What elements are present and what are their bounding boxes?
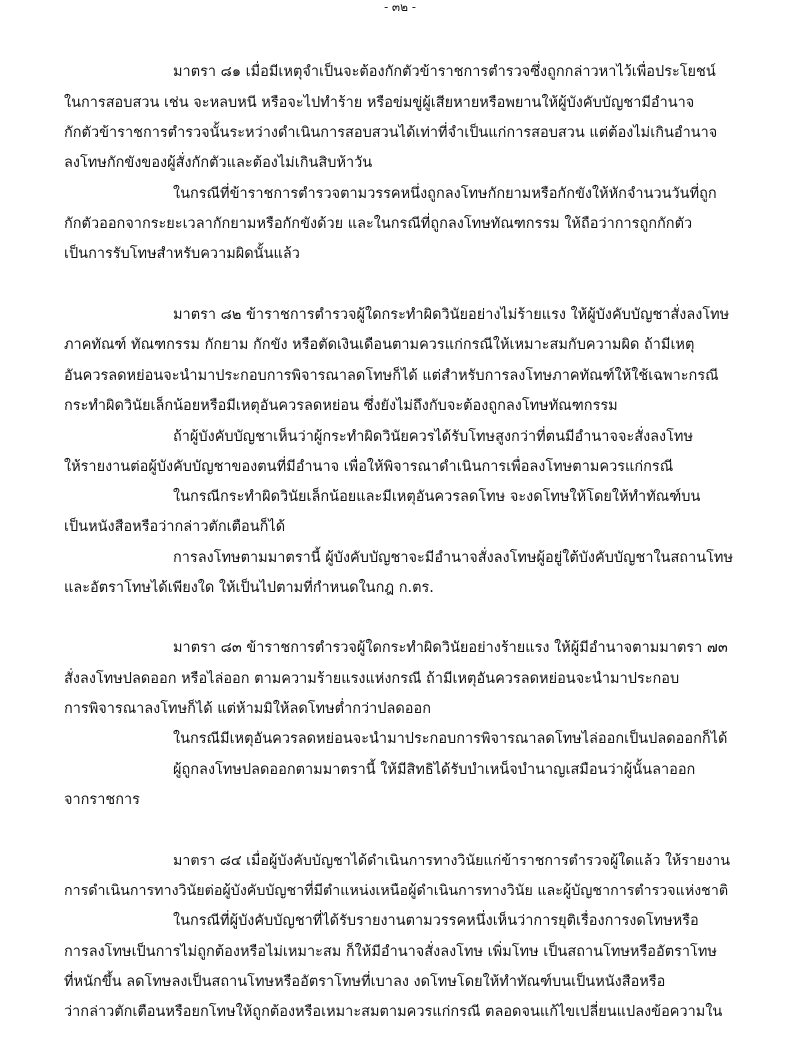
- text-line: มาตรา ๘๑ เมื่อมีเหตุจำเป็นจะต้องกักตัวข้าราชการตำรวจซึ่งถูกกล่าวหาไว้เพื่อประโยชน์: [173, 64, 716, 80]
- text-line: ภาคทัณฑ์ ทัณฑกรรม กักยาม กักขัง หรือตัดเงินเดือนตามควรแก่กรณีให้เหมาะสมกับความผิด ถ้ามีเหตุ: [64, 337, 695, 353]
- text-line: กักตัวออกจากระยะเวลากักยามหรือกักขังด้วย และในกรณีที่ถูกลงโทษทัณฑกรรม ให้ถือว่าการถูกกักตัว: [64, 216, 693, 232]
- text-line: เป็นหนังสือหรือว่ากล่าวตักเตือนก็ได้: [64, 519, 286, 535]
- text-line: และอัตราโทษได้เพียงใด ให้เป็นไปตามที่กำหนดในกฎ ก.ตร.: [64, 580, 434, 596]
- text-line: การพิจารณาลงโทษก็ได้ แต่ห้ามมิให้ลดโทษต่ำกว่าปลดออก: [64, 701, 432, 717]
- text-line: จากราชการ: [64, 792, 140, 808]
- text-line: การลงโทษตามมาตรานี้ ผู้บังคับบัญชาจะมีอำนาจสั่งลงโทษผู้อยู่ใต้บังคับบัญชาในสถานโทษ: [173, 550, 734, 566]
- text-line: ให้รายงานต่อผู้บังคับบัญชาของตนที่มีอำนาจ เพื่อให้พิจารณาดำเนินการเพื่อลงโทษตามควรแก่กรณี: [64, 459, 674, 475]
- text-line: การดำเนินการทางวินัยต่อผู้บังคับบัญชาที่มีตำแหน่งเหนือผู้ดำเนินการทางวินัย และผู้บัญชาการตำรวจแห่งชาติ: [64, 883, 729, 899]
- text-line: ลงโทษกักขังของผู้สั่งกักตัวและต้องไม่เกินสิบห้าวัน: [64, 155, 373, 171]
- text-line: สั่งลงโทษปลดออก หรือไล่ออก ตามความร้ายแรงแห่งกรณี ถ้ามีเหตุอันควรลดหย่อนจะนำมาประกอบ: [64, 671, 680, 687]
- text-line: ในกรณีที่ข้าราชการตำรวจตามวรรคหนึ่งถูกลงโทษกักยามหรือกักขังให้หักจำนวนวันที่ถูก: [173, 186, 717, 202]
- text-line: ผู้ถูกลงโทษปลดออกตามมาตรานี้ ให้มีสิทธิได้รับบำเหน็จบำนาญเสมือนว่าผู้นั้นลาออก: [173, 762, 696, 778]
- text-line: กระทำผิดวินัยเล็กน้อยหรือมีเหตุอันควรลดหย่อน ซึ่งยังไม่ถึงกับจะต้องถูกลงโทษทัณฑกรรม: [64, 398, 618, 414]
- text-line: มาตรา ๘๔ เมื่อผู้บังคับบัญชาได้ดำเนินการทางวินัยแก่ข้าราชการตำรวจผู้ใดแล้ว ให้รายงาน: [173, 853, 731, 869]
- text-line: กักตัวข้าราชการตำรวจนั้นระหว่างดำเนินการสอบสวนได้เท่าที่จำเป็นแก่การสอบสวน แต่ต้องไม่เกินอำนาจ: [64, 125, 718, 141]
- text-line: ในกรณีที่ผู้บังคับบัญชาที่ได้รับรายงานตามวรรคหนึ่งเห็นว่าการยุติเรื่องการงดโทษหรือ: [173, 913, 699, 929]
- text-line: ในกรณีมีเหตุอันควรลดหย่อนจะนำมาประกอบการพิจารณาลดโทษไล่ออกเป็นปลดออกก็ได้: [173, 731, 728, 747]
- text-line: อันควรลดหย่อนจะนำมาประกอบการพิจารณาลดโทษก็ได้ แต่สำหรับการลงโทษภาคทัณฑ์ให้ใช้เฉพาะกรณี: [64, 368, 719, 384]
- text-line: มาตรา ๘๒ ข้าราชการตำรวจผู้ใดกระทำผิดวินัยอย่างไม่ร้ายแรง ให้ผู้บังคับบัญชาสั่งลงโทษ: [173, 307, 730, 323]
- text-line: ที่หนักขึ้น ลดโทษลงเป็นสถานโทษหรืออัตราโทษที่เบาลง งดโทษโดยให้ทำทัณฑ์บนเป็นหนังสือหรือ: [64, 974, 666, 990]
- page-number: - ๓๒ -: [384, 0, 416, 14]
- text-line: มาตรา ๘๓ ข้าราชการตำรวจผู้ใดกระทำผิดวินัยอย่างร้ายแรง ให้ผู้มีอำนาจตามมาตรา ๗๓: [173, 640, 728, 656]
- text-line: ว่ากล่าวตักเตือนหรือยกโทษให้ถูกต้องหรือเหมาะสมตามควรแก่กรณี ตลอดจนแก้ไขเปลี่ยนแปลงข้อความใน: [64, 1004, 723, 1020]
- text-line: เป็นการรับโทษสำหรับความผิดนั้นแล้ว: [64, 246, 300, 262]
- text-line: ในกรณีกระทำผิดวินัยเล็กน้อยและมีเหตุอันควรลดโทษ จะงดโทษให้โดยให้ทำทัณฑ์บน: [173, 489, 701, 505]
- text-line: ถ้าผู้บังคับบัญชาเห็นว่าผู้กระทำผิดวินัยควรได้รับโทษสูงกว่าที่ตนมีอำนาจจะสั่งลงโทษ: [173, 429, 694, 445]
- text-line: การลงโทษเป็นการไม่ถูกต้องหรือไม่เหมาะสม ก็ให้มีอำนาจสั่งลงโทษ เพิ่มโทษ เป็นสถานโทษหรืออัตราโทษ: [64, 944, 717, 960]
- text-line: ในการสอบสวน เช่น จะหลบหนี หรือจะไปทำร้าย หรือข่มขู่ผู้เสียหายหรือพยานให้ผู้บังคับบัญชามีอำนาจ: [64, 95, 695, 111]
